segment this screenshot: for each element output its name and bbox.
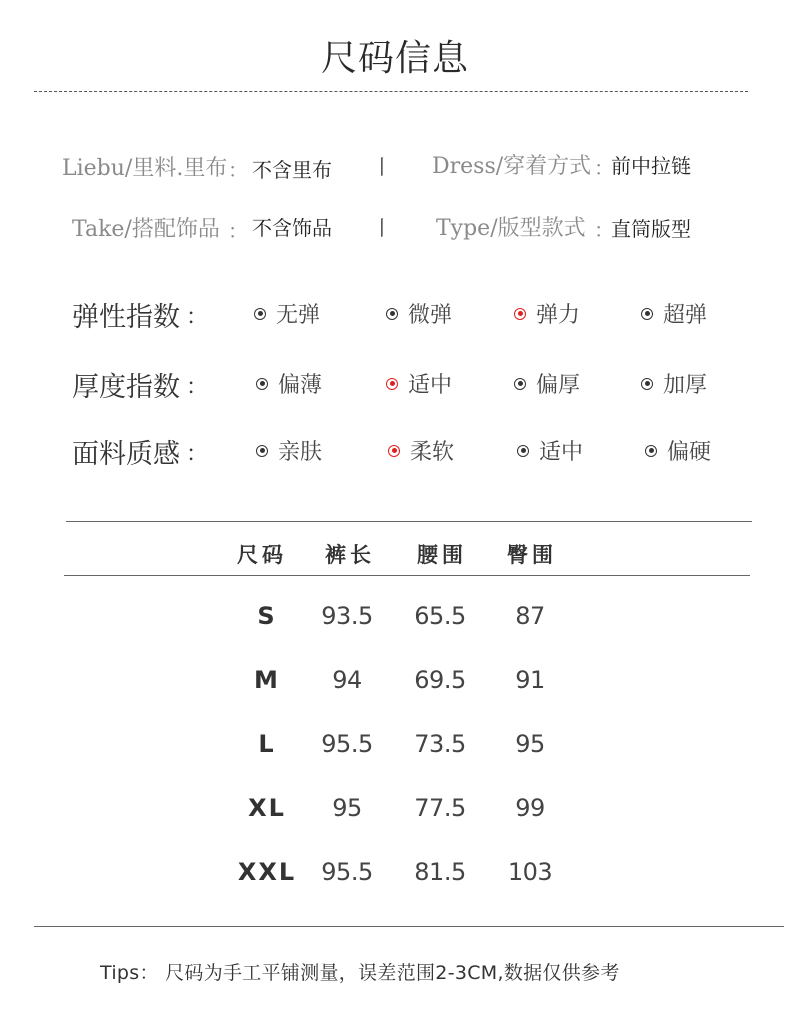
wearing-colon: ： [594,156,614,180]
size-cell: L [258,730,276,758]
measurement-cell: 103 [507,858,553,886]
lining-colon: ： [228,158,248,182]
radio-icon [645,445,657,457]
table-bottom-rule [34,926,784,927]
index-option-label: 弹力 [536,303,581,328]
index-option-label: 无弹 [276,303,321,328]
lining-value: 不含里布 [252,158,332,182]
measurement-cell: 77.5 [414,794,466,822]
radio-icon [256,378,268,390]
measurement-cell: 94 [332,666,362,694]
measurement-cell: 95 [515,730,545,758]
index-option [645,435,711,466]
index-colon: ： [186,442,209,467]
accessory-label: Take/搭配饰品 [72,217,220,242]
table-header-rule [64,575,750,576]
size-cell: XL [248,794,286,822]
index-option-label: 微弹 [408,303,453,328]
radio-icon [641,308,653,320]
dashed-divider [34,91,748,92]
index-option-label: 加厚 [663,373,708,398]
index-option-label: 偏厚 [536,373,581,398]
radio-icon [514,378,526,390]
wearing-value: 前中拉链 [611,154,691,178]
index-colon: ： [186,305,209,330]
measurement-cell: 99 [515,794,545,822]
index-option-label: 偏薄 [278,373,323,398]
radio-icon [386,308,398,320]
measurement-cell: 87 [515,602,545,630]
radio-icon [517,445,529,457]
index-option [517,435,583,466]
measurement-cell: 73.5 [414,730,466,758]
type-colon: ： [594,218,614,242]
index-option-label: 柔软 [410,440,455,465]
size-cell: S [257,602,277,630]
index-option [388,435,454,466]
measurement-cell: 65.5 [414,602,466,630]
measurement-cell: 95.5 [321,858,373,886]
measurement-cell: 95.5 [321,730,373,758]
index-option [256,435,322,466]
index-option-label: 适中 [539,440,584,465]
accessory-colon: ： [228,219,248,243]
index-option-label: 亲肤 [278,440,323,465]
measurement-cell: 81.5 [414,858,466,886]
index-option [641,298,707,329]
table-header-cell: 腰围 [417,543,467,567]
radio-icon [256,445,268,457]
index-label: 厚度指数 [72,372,180,403]
index-option [386,368,452,399]
type-value: 直筒版型 [611,217,691,241]
lining-label: Liebu/里料.里布 [62,156,228,181]
page-title: 尺码信息 [320,38,469,79]
radio-icon [641,378,653,390]
index-label: 弹性指数 [72,302,180,333]
index-option [641,368,707,399]
tips-note: Tips： 尺码为手工平铺测量，误差范围2-3CM,数据仅供参考 [100,962,620,984]
index-label: 面料质感 [72,439,180,470]
measurement-cell: 69.5 [414,666,466,694]
index-colon: ： [186,375,209,400]
radio-selected-icon [386,378,398,390]
table-header-cell: 尺码 [237,543,287,567]
table-header-cell: 臀围 [507,543,557,567]
radio-icon [254,308,266,320]
info-separator: 丨 [372,216,392,240]
measurement-cell: 93.5 [321,602,373,630]
radio-selected-icon [388,445,400,457]
index-option [254,298,320,329]
size-cell: M [254,666,280,694]
wearing-label: Dress/穿着方式 [432,154,592,179]
info-separator: 丨 [372,155,392,179]
index-option [514,368,580,399]
measurement-cell: 91 [515,666,545,694]
measurement-cell: 95 [332,794,362,822]
accessory-value: 不含饰品 [252,216,332,240]
index-option [514,298,580,329]
radio-selected-icon [514,308,526,320]
index-option-label: 适中 [408,373,453,398]
index-option [386,298,452,329]
type-label: Type/版型款式 [436,216,586,241]
index-option-label: 超弹 [663,303,708,328]
size-cell: XXL [237,858,297,886]
table-top-rule [66,521,752,522]
table-header-cell: 裤长 [325,543,375,567]
index-option [256,368,322,399]
index-option-label: 偏硬 [667,440,712,465]
